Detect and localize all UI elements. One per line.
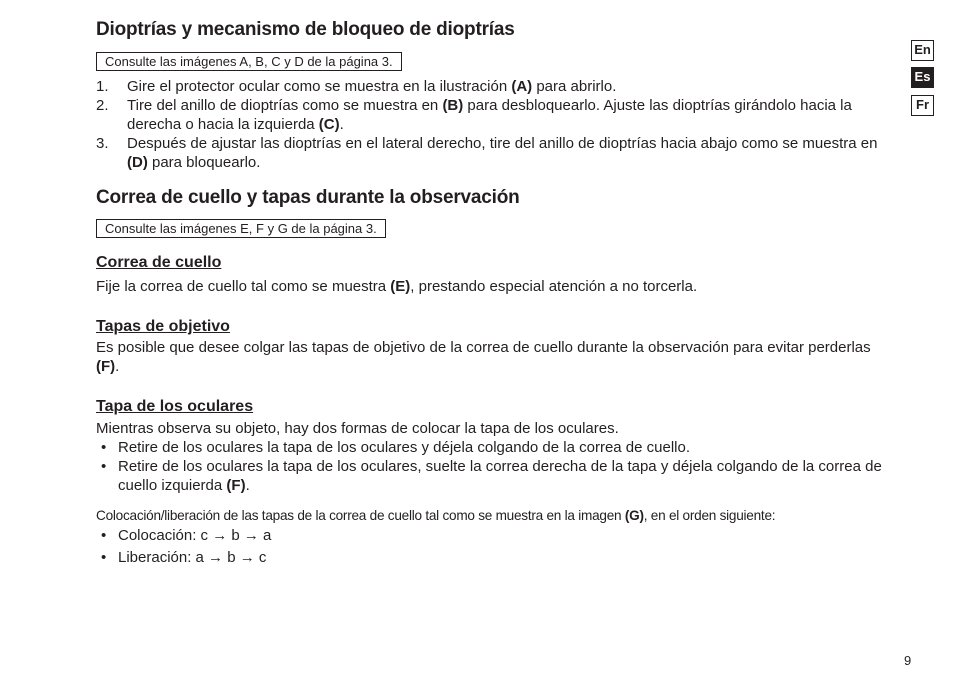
list-item: • Colocación: c → b → a — [101, 527, 272, 544]
section-title-diopter: Dioptrías y mecanismo de bloqueo de dioptrías — [96, 19, 515, 40]
subsection-title-lens-caps: Tapas de objetivo — [96, 318, 230, 335]
eyepiece-cap-intro: Mientras observa su objeto, hay dos formas de colocar la tapa de los oculares. — [96, 420, 619, 437]
attach-release-order-paragraph: Colocación/liberación de las tapas de la correa de cuello tal como se muestra en la imagen (G), en el orden siguiente: — [96, 508, 776, 523]
lang-tab-es[interactable]: Es — [911, 67, 934, 88]
step-item: 2. Tire del anillo de dioptrías como se muestra en (B) para desbloquearlo. Ajuste las dioptrías girándolo hacia la derecha o hacia la izquierda (C). — [96, 97, 852, 133]
page-number: 9 — [904, 653, 912, 668]
list-item: • Retire de los oculares la tapa de los oculares, suelte la correa derecha de la tapa y déjela colgando de la correa de cuello izquierda (F). — [101, 458, 882, 494]
subsection-title-neck-strap: Correa de cuello — [96, 254, 222, 271]
lang-tab-en[interactable]: En — [911, 40, 934, 61]
subsection-title-eyepiece-cap: Tapa de los oculares — [96, 398, 254, 415]
step-item: 1. Gire el protector ocular como se muestra en la ilustración (A) para abrirlo. — [96, 78, 617, 95]
diopter-steps-list — [96, 77, 886, 172]
neck-strap-paragraph: Fije la correa de cuello tal como se muestra (E), prestando especial atención a no torcerla. — [96, 278, 698, 295]
list-item: • Liberación: a → b → c — [101, 549, 267, 566]
order-bullets — [101, 526, 891, 567]
step-item: 3. Después de ajustar las dioptrías en el lateral derecho, tire del anillo de dioptrías hacia abajo como se muestra en (D) para bloquearlo. — [96, 135, 878, 171]
section-title-neck-strap-caps: Correa de cuello y tapas durante la observación — [96, 187, 520, 208]
lens-caps-paragraph: Es posible que desee colgar las tapas de objetivo de la correa de cuello durante la observación para evitar perderlas (F). — [96, 339, 871, 375]
list-item: • Retire de los oculares la tapa de los oculares y déjela colgando de la correa de cuello. — [101, 439, 691, 456]
reference-box-efg: Consulte las imágenes E, F y G de la página 3. — [96, 219, 386, 238]
reference-box-abcd: Consulte las imágenes A, B, C y D de la página 3. — [96, 52, 402, 71]
lang-tab-fr[interactable]: Fr — [911, 95, 934, 116]
eyepiece-cap-bullets — [101, 438, 891, 495]
